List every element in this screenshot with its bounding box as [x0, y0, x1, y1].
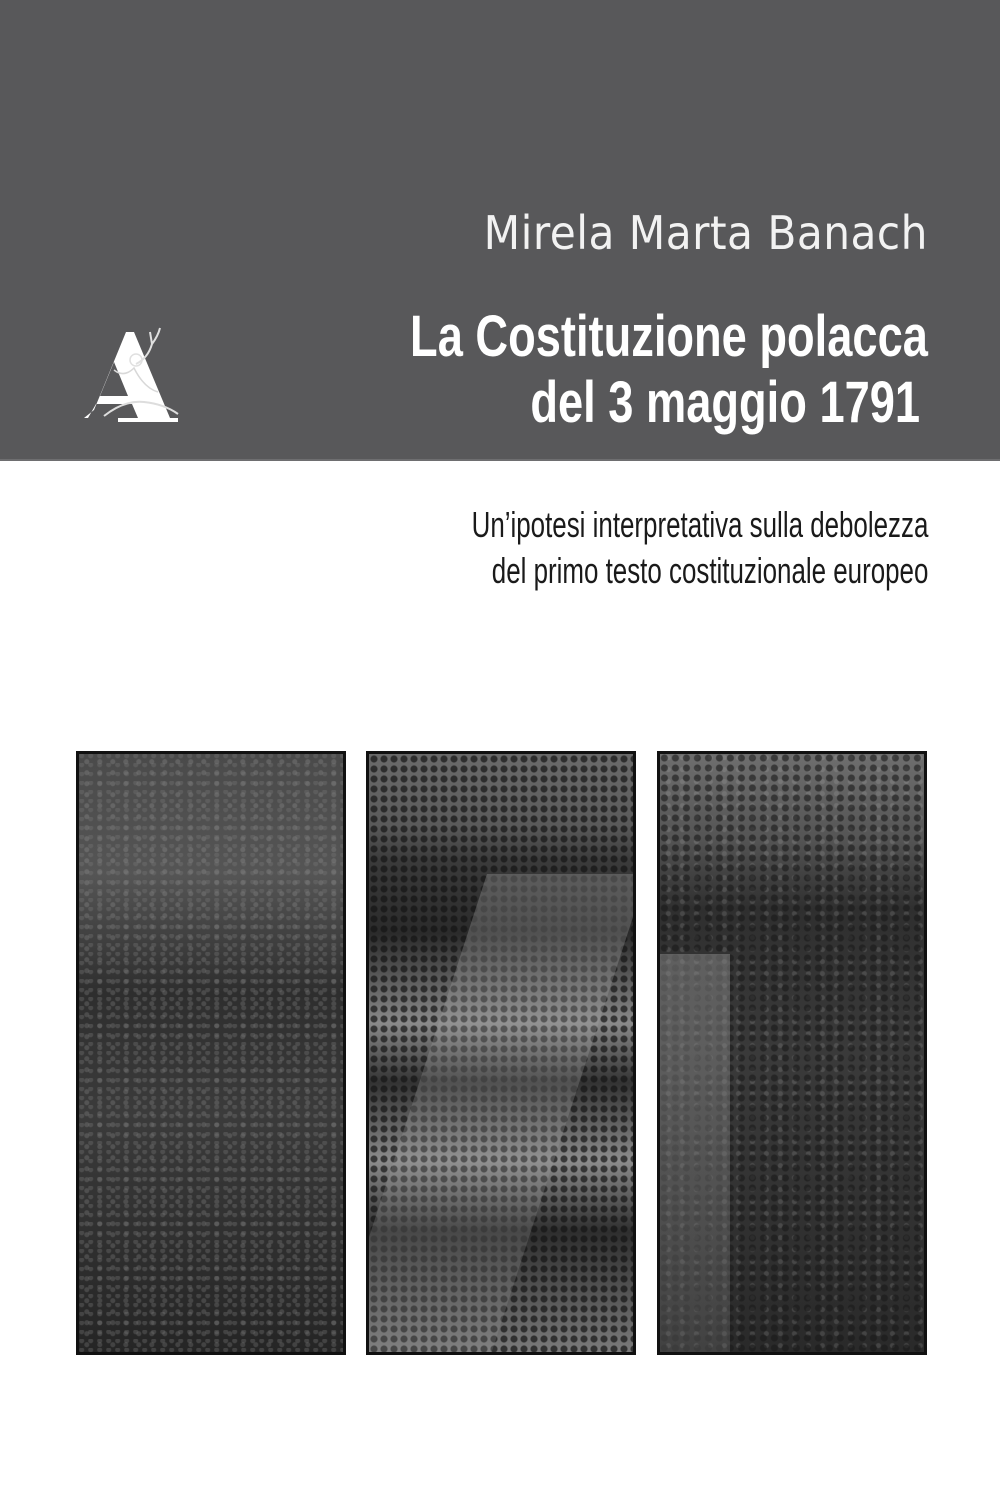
author-name: Mirela Marta Banach — [483, 206, 928, 260]
header-band — [0, 0, 1000, 461]
subtitle-line-2: del primo testo costituzionale europeo — [491, 550, 928, 591]
title-line-1: La Costituzione polacca — [410, 304, 928, 369]
street-road — [660, 954, 730, 1354]
title-line-2: del 3 maggio 1791 — [530, 370, 921, 435]
subtitle-line-1: Un’ipotesi interpretativa sulla debolezza — [471, 504, 928, 545]
photo-image — [79, 754, 343, 1352]
publisher-logo-icon — [74, 318, 186, 430]
crowd-photo-left — [76, 751, 346, 1355]
crowd-photo-center — [366, 751, 636, 1355]
crowd-photo-right — [657, 751, 927, 1355]
book-subtitle — [471, 502, 928, 594]
book-title — [410, 304, 928, 436]
